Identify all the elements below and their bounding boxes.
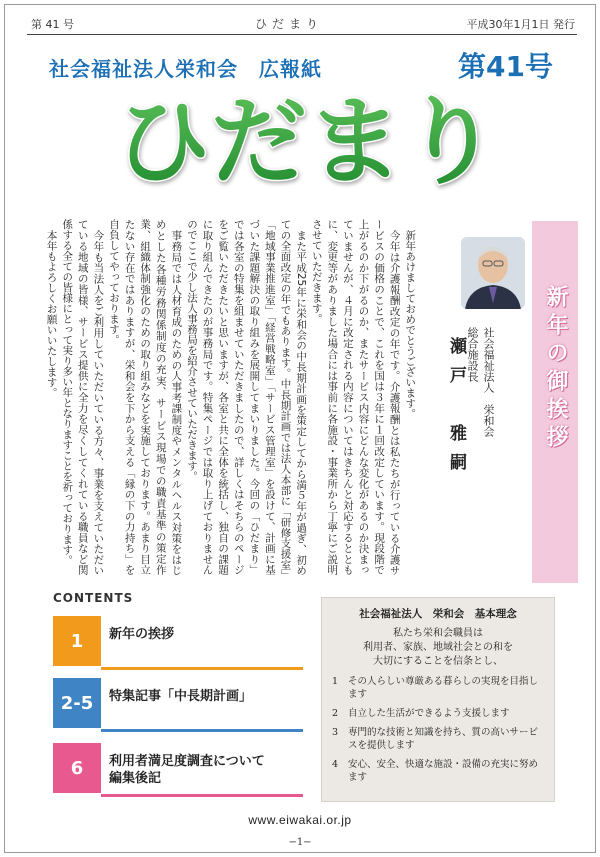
contents-heading: CONTENTS [53,591,134,605]
website-link[interactable]: www.eiwakai.or.jp [248,813,352,827]
philosophy-box [321,597,555,802]
philosophy-item-text: 安心、安全、快適な施設・設備の充実に努めます [348,759,539,783]
masthead-title: ひだまり [115,86,499,195]
contents-item-number: 1 [53,616,101,666]
contents-item-number: 2-5 [53,678,101,728]
author-organization: 社会福祉法人 栄和会 [482,327,495,437]
philosophy-item-number: 2 [332,708,339,719]
philosophy-intro: 私たち栄和会職員は 利用者、家族、地域社会との和を 大切にすることを信条とし、 [363,628,513,667]
philosophy-item [332,758,544,784]
philosophy-item-text: 専門的な技術と知識を持ち、質の高いサービスを提供します [348,727,539,751]
header-rule [27,34,577,35]
banner-text: 新年の御挨拶 [543,285,568,453]
philosophy-item [332,707,544,720]
philosophy-item [332,726,544,752]
article-paragraph: 今年は介護報酬改定の年です。介護報酬とは私たちが行っている介護サービスの価格のことで、これを国は３年に１回改定しています。現段階で上がるのか下がるのか、またサービス内容にどんな変化があるのか決まっていませんが、４月に改定される内容についてはきちんと対応するとともに、変更等がありました場合には事前に各施設・事業所から丁寧にご説明させていただきます。 [310,219,401,575]
contents-item-label: 利用者満足度調査について 編集後記 [109,754,265,786]
contents-item-underline [101,667,303,670]
organization-name: 社会福祉法人栄和会 広報紙 [49,57,322,81]
article-paragraph: 今年も当法人をご利用していただいている方々、事業を支えていただいている地域の皆様、サービス提供に全力を尽くしてくれている職員など関係する全ての皆様にとって実り多い年となりますことを祈っております。 [61,219,105,576]
philosophy-item-text: 自立した生活ができるよう支援します [348,708,510,719]
issue-number: 第41号 [458,50,553,83]
philosophy-item-number: 4 [332,759,339,770]
author-name: 瀬戸 雅嗣 [446,337,466,482]
section-banner [532,221,578,583]
philosophy-title: 社会福祉法人 栄和会 基本理念 [359,608,517,620]
philosophy-list [332,675,544,784]
contents-item-underline [101,729,303,732]
article-paragraph: 新年あけましておめでとうございます。 [404,229,417,419]
header-publish-date: 平成30年1月1日 発行 [466,18,575,31]
masthead-title-graphic [67,83,547,195]
header-title: ひだまり [255,17,324,31]
contents-item-number: 6 [53,743,101,793]
contents-item-underline [101,794,303,797]
masthead-logo [67,83,547,195]
philosophy-item-text: その人らしい尊厳ある暮らしの実現を目指します [348,676,539,700]
header-issue-number: 第 41 号 [31,18,74,31]
contents-item[interactable] [53,616,303,666]
article-body [43,219,417,575]
page-frame [4,4,596,853]
contents-item[interactable] [53,678,303,728]
contents-item[interactable] [53,743,303,793]
article-paragraph: また平成25年に栄和会の中長期計画を策定してから満５年が過ぎ、初めての全面改定の年でもあります。中長期計画では法人本部に「研修支援室」「地域事業推進室」「経営戦略室」「サービス管理室」を設けて、計画に基づいた課題解決の取り組みを展開してまいりました。今回の「ひだまり」では各室の特集を組ませていただきましたので、詳しくはそちらのページをご覧いただきたいと思いますが、各室と共に全体を統括し、独自の課題に取り組んできたのが事務局です。特集ページでは取り上げておりませんのでここで少し法人事務局を紹介させていただきます。 [185,219,308,575]
running-header [5,5,595,35]
author-photo [461,237,525,309]
contents-item-label: 新年の挨拶 [109,627,175,642]
article-paragraph: 事務局では人材育成のための人事考課制度やメンタルヘルス対策をはじめとした各種労務関係制度の充実、サービス現場での職責基準の策定作業、組織体制強化のための取り組みなどを実施しております。あまり目立たない存在ではありますが、栄和会を下から支える「縁の下の力持ち」を自負してやっております。 [107,219,183,575]
philosophy-item [332,675,544,701]
author-byline [448,327,496,587]
philosophy-item-number: 3 [332,727,339,738]
page-number: −1− [288,837,312,848]
author-title: 総合施設長 [466,327,479,382]
article-paragraph: 本年もよろしくお願いいたします。 [45,229,58,398]
contents-item-label: 特集記事「中長期計画」 [109,689,253,704]
philosophy-item-number: 1 [332,676,339,687]
